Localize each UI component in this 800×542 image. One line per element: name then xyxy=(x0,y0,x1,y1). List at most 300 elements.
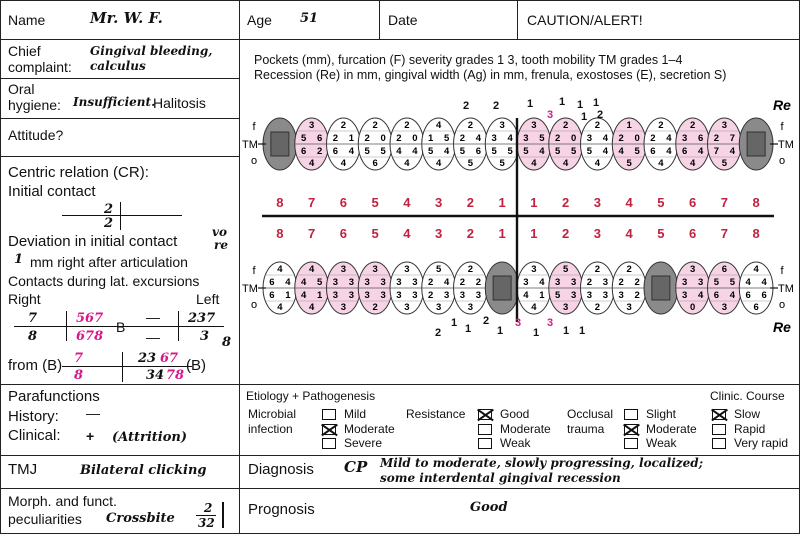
oral-label-1: Oral xyxy=(8,81,35,97)
age-value: 51 xyxy=(300,11,319,26)
lower-pocket-value: 2 xyxy=(586,277,593,288)
very-rapid-checkbox[interactable] xyxy=(712,438,726,449)
lower-pocket-value: 2 xyxy=(634,290,640,301)
upper-pocket-value: 0 xyxy=(634,133,640,144)
upper-pocket-value: 4 xyxy=(697,146,704,157)
upper-tooth-number: 5 xyxy=(371,195,379,210)
upper-pocket-value: 2 xyxy=(404,120,410,131)
upper-pocket-value: 2 xyxy=(594,120,601,131)
lower-pocket-value: 2 xyxy=(427,290,434,301)
upper-pocket-value: 5 xyxy=(539,133,545,144)
upper-tooth-number: 2 xyxy=(466,195,474,210)
lower-tooth-number: 7 xyxy=(720,226,728,241)
prognosis-cell xyxy=(239,488,800,534)
right-label: Right xyxy=(8,291,41,307)
lower-pocket-value: 3 xyxy=(380,290,386,301)
upper-o-label: o xyxy=(250,155,258,167)
severe-checkbox[interactable] xyxy=(322,438,336,449)
lower-pocket-value: 6 xyxy=(761,290,767,301)
lower-pocket-value: 2 xyxy=(467,264,474,275)
upper-pocket-value: 5 xyxy=(443,133,450,144)
lower-pocket-value: 6 xyxy=(753,302,759,313)
upper-pocket-value: 0 xyxy=(570,133,577,144)
lower-pocket-value: 3 xyxy=(681,290,688,301)
lower-pocket-value: 2 xyxy=(475,277,482,288)
lower-pocket-value: 3 xyxy=(348,277,355,288)
upper-missing-tooth xyxy=(747,132,765,156)
upper-pocket-value: 5 xyxy=(634,146,640,157)
upper-recession-value: 2 xyxy=(596,109,604,121)
lower-pocket-value: 3 xyxy=(404,302,410,313)
microbial-label-1: Microbial xyxy=(248,407,297,421)
upper-pocket-value: 2 xyxy=(372,120,378,131)
left-label: Left xyxy=(196,291,220,307)
upper-pocket-value: 5 xyxy=(721,158,728,169)
lower-pocket-value: 3 xyxy=(340,264,347,275)
lower-o-label-r: o xyxy=(778,299,786,311)
lower-recession-value: 3 xyxy=(514,317,522,329)
diagnosis-line-2: some interdental gingival recession xyxy=(380,471,621,485)
severe-label: Severe xyxy=(344,436,383,450)
upper-pocket-value: 5 xyxy=(467,158,474,169)
upper-pocket-value: 2 xyxy=(340,120,347,131)
tmj-value: Bilateral clicking xyxy=(80,463,207,478)
lower-pocket-value: 4 xyxy=(539,277,545,288)
lower-recession-value: 1 xyxy=(450,317,458,329)
upper-pocket-value: 5 xyxy=(523,146,529,157)
name-label: Name xyxy=(8,12,46,28)
lower-pocket-value: 3 xyxy=(721,302,728,313)
lower-pocket-value: 3 xyxy=(523,277,529,288)
lower-pocket-value: 3 xyxy=(681,277,688,288)
tmj-label: TMJ xyxy=(8,461,38,478)
deviation-mm: 1 xyxy=(14,252,24,267)
lower-pocket-value: 1 xyxy=(539,290,545,301)
upper-pocket-value: 4 xyxy=(507,133,513,144)
lower-pocket-value: 6 xyxy=(269,290,275,301)
lower-pocket-value: 3 xyxy=(435,302,442,313)
upper-tooth-number: 2 xyxy=(562,195,570,210)
lower-pocket-value: 3 xyxy=(697,277,704,288)
lower-pocket-value: 4 xyxy=(277,264,283,275)
upper-pocket-value: 5 xyxy=(499,158,505,169)
upper-recession-value: 1 xyxy=(526,98,534,110)
upper-pocket-value: 1 xyxy=(348,133,355,144)
upper-pocket-value: 4 xyxy=(594,158,601,169)
lower-pocket-value: 6 xyxy=(269,277,275,288)
attitude-label: Attitude? xyxy=(8,127,64,143)
lower-pocket-value: 4 xyxy=(308,302,315,313)
lower-pocket-value: 5 xyxy=(316,277,323,288)
morph-label-2: peculiarities xyxy=(8,511,82,527)
lower-pocket-value: 4 xyxy=(285,277,291,288)
lower-f-label-r: f xyxy=(780,265,784,277)
upper-pocket-value: 4 xyxy=(435,158,442,169)
upper-tooth-number: 3 xyxy=(435,195,443,210)
upper-pocket-value: 3 xyxy=(491,133,497,144)
lower-pocket-value: 5 xyxy=(713,277,720,288)
upper-pocket-value: 5 xyxy=(364,146,370,157)
upper-pocket-value: 2 xyxy=(467,120,474,131)
morph-frac-top: 2 xyxy=(204,501,213,515)
upper-pocket-value: 4 xyxy=(658,158,664,169)
upper-pocket-value: 2 xyxy=(332,133,339,144)
diagnosis-code: CP xyxy=(344,458,368,476)
lower-pocket-value: 3 xyxy=(562,302,569,313)
morph-value: Crossbite xyxy=(106,511,175,526)
prognosis-value: Good xyxy=(470,500,508,515)
upper-pocket-value: 4 xyxy=(348,146,355,157)
lower-pocket-value: 3 xyxy=(586,290,593,301)
res-moderate-checkbox[interactable] xyxy=(478,424,492,435)
upper-o-label-r: o xyxy=(778,155,786,167)
moderate-label: Moderate xyxy=(344,422,395,436)
upper-pocket-value: 5 xyxy=(380,146,386,157)
upper-f-label-r: f xyxy=(780,121,784,133)
upper-pocket-value: 6 xyxy=(332,146,339,157)
upper-pocket-value: 2 xyxy=(459,133,466,144)
lower-tooth-number: 8 xyxy=(276,226,284,241)
lower-pocket-value: 2 xyxy=(634,277,640,288)
upper-pocket-value: 2 xyxy=(713,133,720,144)
upper-pocket-value: 3 xyxy=(586,133,593,144)
lower-pocket-value: 6 xyxy=(713,290,720,301)
lower-pocket-value: 3 xyxy=(348,290,355,301)
lower-pocket-value: 3 xyxy=(340,302,347,313)
lower-recession-value: 1 xyxy=(532,327,540,339)
f-r-bot-pink: 78 xyxy=(166,368,185,383)
good-checkbox[interactable] xyxy=(478,409,492,420)
lower-recession-value: 1 xyxy=(464,323,472,335)
morph-frac-bot: 32 xyxy=(198,516,215,530)
morph-label-1: Morph. and funct. xyxy=(8,493,117,509)
upper-tooth-number: 4 xyxy=(625,195,633,210)
lower-pocket-value: 3 xyxy=(554,277,561,288)
deviation-note-2: re xyxy=(214,238,228,252)
lower-pocket-value: 3 xyxy=(689,264,696,275)
lower-missing-tooth xyxy=(652,276,670,300)
l-bot-val: 3 xyxy=(200,329,210,344)
upper-pocket-value: 2 xyxy=(554,133,561,144)
f-bot-pink: 8 xyxy=(74,368,84,383)
upper-pocket-value: 5 xyxy=(626,158,632,169)
lower-pocket-value: 3 xyxy=(412,290,418,301)
clinical-value: + xyxy=(86,428,95,444)
diagnosis-line-1: Mild to moderate, slowly progressing, localized; xyxy=(380,456,704,470)
upper-pocket-value: 4 xyxy=(340,158,347,169)
lower-pocket-value: 5 xyxy=(562,264,569,275)
lower-tooth-number: 3 xyxy=(593,226,601,241)
upper-pocket-value: 6 xyxy=(316,133,323,144)
occlusal-label-2: trauma xyxy=(567,422,605,436)
lower-pocket-value: 3 xyxy=(364,290,370,301)
morph-frac-bar xyxy=(222,502,224,528)
upper-pocket-value: 6 xyxy=(372,158,378,169)
lower-pocket-value: 6 xyxy=(721,264,728,275)
r-top-pink: 567 xyxy=(76,311,104,326)
lower-pocket-value: 4 xyxy=(753,264,759,275)
lower-tooth-number: 8 xyxy=(752,226,760,241)
lower-tooth-number: 3 xyxy=(435,226,443,241)
lower-recession-value: 1 xyxy=(562,325,570,337)
upper-pocket-value: 6 xyxy=(300,146,307,157)
lower-recession-value: 1 xyxy=(496,325,504,337)
upper-recession-value: 1 xyxy=(580,111,588,123)
lower-o-label: o xyxy=(250,299,258,311)
slight-checkbox[interactable] xyxy=(624,409,638,420)
chief-value-1: Gingival bleeding, xyxy=(90,44,213,58)
lower-pocket-value: 3 xyxy=(380,277,386,288)
moderate-checkbox[interactable] xyxy=(322,424,336,435)
lower-pocket-value: 3 xyxy=(372,264,378,275)
slight-label: Slight xyxy=(646,407,677,421)
lower-pocket-value: 6 xyxy=(745,290,751,301)
upper-pocket-value: 4 xyxy=(443,146,450,157)
slow-checkbox[interactable] xyxy=(712,409,726,420)
upper-pocket-value: 5 xyxy=(554,146,561,157)
lower-pocket-value: 3 xyxy=(602,290,609,301)
lower-pocket-value: 5 xyxy=(729,277,736,288)
lower-pocket-value: 1 xyxy=(285,290,291,301)
lower-recession-value: 3 xyxy=(546,317,554,329)
weak-label: Weak xyxy=(500,436,531,450)
upper-missing-tooth xyxy=(271,132,289,156)
lower-missing-tooth xyxy=(493,276,511,300)
clinical-note: (Attrition) xyxy=(112,430,188,445)
re-bottom-label: Re xyxy=(773,319,791,335)
chief-label-2: complaint: xyxy=(8,59,72,75)
lower-tooth-number: 1 xyxy=(498,226,506,241)
upper-pocket-value: 2 xyxy=(396,133,402,144)
upper-pocket-value: 4 xyxy=(531,158,537,169)
lower-pocket-value: 4 xyxy=(308,264,315,275)
name-value: Mr. W. F. xyxy=(90,9,163,27)
from-label: from (B) xyxy=(8,357,63,374)
lower-pocket-value: 3 xyxy=(412,277,418,288)
occ-moderate-checkbox[interactable] xyxy=(624,424,638,435)
date-label: Date xyxy=(388,12,418,28)
lower-pocket-value: 3 xyxy=(396,290,402,301)
upper-tm-label-r: TM xyxy=(778,139,794,151)
upper-pocket-value: 4 xyxy=(618,146,624,157)
caution-label: CAUTION/ALERT! xyxy=(527,12,643,28)
upper-recession-value: 3 xyxy=(546,109,554,121)
upper-pocket-value: 5 xyxy=(570,146,577,157)
lower-pocket-value: 4 xyxy=(300,290,307,301)
lower-tooth-number: 6 xyxy=(339,226,347,241)
res-moderate-label: Moderate xyxy=(500,422,551,436)
lower-tooth-number: 4 xyxy=(625,226,633,241)
b-label: B xyxy=(116,319,126,335)
clinical-label: Clinical: xyxy=(8,427,61,444)
chart-caption-2: Recession (Re) in mm, gingival width (Ag) in mm, frenula, exostoses (E), secretion S) xyxy=(254,68,727,82)
upper-pocket-value: 4 xyxy=(602,146,609,157)
lower-pocket-value: 3 xyxy=(570,290,577,301)
lower-tooth-number: 5 xyxy=(371,226,379,241)
upper-pocket-value: 4 xyxy=(404,158,410,169)
ic-bottom: 2 xyxy=(104,216,114,231)
chart-caption-1: Pockets (mm), furcation (F) severity grades 1 3, tooth mobility TM grades 1–4 xyxy=(254,53,683,67)
lower-pocket-value: 2 xyxy=(594,302,601,313)
cr-title: Centric relation (CR): xyxy=(8,164,149,181)
lower-recession-value: 2 xyxy=(482,315,490,327)
r-bot-black: 8 xyxy=(28,329,38,344)
lower-pocket-value: 3 xyxy=(332,290,339,301)
upper-pocket-value: 4 xyxy=(435,120,442,131)
upper-tooth-number: 7 xyxy=(308,195,316,210)
l-top-val: 237 xyxy=(188,311,216,326)
lower-pocket-value: 3 xyxy=(531,264,537,275)
lower-tm-label: TM xyxy=(242,283,258,295)
prognosis-label: Prognosis xyxy=(248,501,315,518)
deviation-note-1: vo xyxy=(212,225,227,239)
rapid-checkbox[interactable] xyxy=(712,424,726,435)
upper-pocket-value: 2 xyxy=(658,120,664,131)
lower-pocket-value: 1 xyxy=(316,290,323,301)
oral-value-2: Halitosis xyxy=(153,95,206,111)
upper-pocket-value: 6 xyxy=(650,146,656,157)
lower-pocket-value: 2 xyxy=(459,277,466,288)
upper-recession-value: 2 xyxy=(462,100,470,112)
initial-contact-label: Initial contact xyxy=(8,183,96,200)
upper-tooth-number: 1 xyxy=(498,195,506,210)
lower-f-label: f xyxy=(252,265,256,277)
chief-value-2: calculus xyxy=(90,59,146,73)
lower-tooth-number: 1 xyxy=(530,226,538,241)
lower-pocket-value: 4 xyxy=(697,290,704,301)
upper-tooth-number: 5 xyxy=(657,195,665,210)
lower-tooth-number: 6 xyxy=(689,226,697,241)
upper-pocket-value: 3 xyxy=(721,120,728,131)
upper-pocket-value: 7 xyxy=(713,146,720,157)
lower-pocket-value: 5 xyxy=(554,290,561,301)
upper-pocket-value: 5 xyxy=(300,133,307,144)
upper-pocket-value: 5 xyxy=(459,146,466,157)
very-rapid-label: Very rapid xyxy=(734,436,789,450)
upper-pocket-value: 4 xyxy=(666,133,672,144)
lower-pocket-value: 3 xyxy=(332,277,339,288)
upper-pocket-value: 4 xyxy=(396,146,402,157)
lower-pocket-value: 2 xyxy=(618,277,624,288)
weak-checkbox[interactable] xyxy=(478,438,492,449)
upper-tooth-number: 6 xyxy=(689,195,697,210)
etiology-title: Etiology + Pathogenesis xyxy=(246,389,376,403)
ic-top: 2 xyxy=(104,202,114,217)
l-bot-dash: — xyxy=(146,329,160,345)
f-top-pink: 7 xyxy=(74,351,84,366)
upper-tooth-number: 4 xyxy=(403,195,411,210)
lower-tooth-number: 7 xyxy=(308,226,316,241)
mild-checkbox[interactable] xyxy=(322,409,336,420)
upper-tooth-number: 3 xyxy=(593,195,601,210)
lower-tooth-number: 4 xyxy=(403,226,411,241)
lower-pocket-value: 3 xyxy=(443,290,450,301)
f-r-bot-black: 34 xyxy=(146,368,165,383)
upper-pocket-value: 7 xyxy=(729,133,736,144)
lower-pocket-value: 2 xyxy=(626,264,632,275)
upper-recession-value: 2 xyxy=(492,100,500,112)
lower-pocket-value: 0 xyxy=(689,302,696,313)
r-top-black: 7 xyxy=(28,311,38,326)
r-bot-pink: 678 xyxy=(76,329,104,344)
lower-tooth-number: 2 xyxy=(466,226,474,241)
upper-recession-value: 1 xyxy=(592,97,600,109)
upper-f-label: f xyxy=(252,121,256,133)
lower-tooth-number: 2 xyxy=(562,226,570,241)
lower-pocket-value: 3 xyxy=(404,264,410,275)
lower-pocket-value: 4 xyxy=(300,277,307,288)
lower-pocket-value: 3 xyxy=(467,302,474,313)
upper-tooth-number: 7 xyxy=(720,195,728,210)
upper-pocket-value: 5 xyxy=(427,146,434,157)
lower-pocket-value: 5 xyxy=(435,264,442,275)
contacts-label: Contacts during lat. excursions xyxy=(8,273,200,289)
oral-value: Insufficient. xyxy=(73,95,156,109)
upper-pocket-value: 3 xyxy=(681,133,688,144)
upper-pocket-value: 1 xyxy=(427,133,434,144)
f-r-top-black: 23 xyxy=(138,351,157,366)
lower-pocket-value: 4 xyxy=(443,277,450,288)
rapid-label: Rapid xyxy=(734,422,766,436)
upper-tooth-number: 6 xyxy=(339,195,347,210)
lower-pocket-value: 4 xyxy=(531,302,537,313)
occ-moderate-label: Moderate xyxy=(646,422,697,436)
upper-pocket-value: 4 xyxy=(412,146,418,157)
l-bot-val2: 8 xyxy=(222,335,232,350)
upper-tooth-number: 8 xyxy=(752,195,760,210)
upper-pocket-value: 2 xyxy=(689,120,696,131)
lower-pocket-value: 3 xyxy=(459,290,466,301)
chief-label-1: Chief xyxy=(8,43,41,59)
lower-tooth-number: 5 xyxy=(657,226,665,241)
upper-pocket-value: 4 xyxy=(602,133,609,144)
upper-pocket-value: 2 xyxy=(650,133,656,144)
deviation-label: Deviation in initial contact xyxy=(8,233,178,250)
lower-pocket-value: 3 xyxy=(364,277,370,288)
history-value: — xyxy=(86,405,100,421)
lower-pocket-value: 2 xyxy=(594,264,601,275)
deviation-text: mm right after articulation xyxy=(30,254,188,270)
upper-pocket-value: 4 xyxy=(666,146,672,157)
lower-tm-label-r: TM xyxy=(778,283,794,295)
oral-label-2: hygiene: xyxy=(8,97,61,113)
re-top-label: Re xyxy=(773,97,791,113)
upper-pocket-value: 4 xyxy=(689,158,696,169)
upper-pocket-value: 2 xyxy=(316,146,323,157)
lower-pocket-value: 3 xyxy=(396,277,402,288)
occ-weak-checkbox[interactable] xyxy=(624,438,638,449)
upper-pocket-value: 4 xyxy=(729,146,736,157)
age-label: Age xyxy=(247,12,272,28)
lower-pocket-value: 3 xyxy=(570,277,577,288)
upper-pocket-value: 2 xyxy=(618,133,624,144)
upper-pocket-value: 0 xyxy=(412,133,418,144)
upper-pocket-value: 4 xyxy=(475,133,482,144)
upper-pocket-value: 6 xyxy=(475,146,482,157)
upper-recession-value: 1 xyxy=(576,99,584,111)
diagnosis-label: Diagnosis xyxy=(248,461,314,478)
lower-pocket-value: 3 xyxy=(626,302,632,313)
l-top-dash: — xyxy=(146,309,160,325)
occlusal-label-1: Occlusal xyxy=(567,407,614,421)
lower-pocket-value: 4 xyxy=(745,277,751,288)
upper-pocket-value: 4 xyxy=(562,158,569,169)
upper-pocket-value: 4 xyxy=(539,146,545,157)
parafunctions-label: Parafunctions xyxy=(8,388,100,405)
upper-tooth-number: 8 xyxy=(276,195,284,210)
lower-recession-value: 2 xyxy=(434,327,442,339)
upper-pocket-value: 3 xyxy=(523,133,529,144)
